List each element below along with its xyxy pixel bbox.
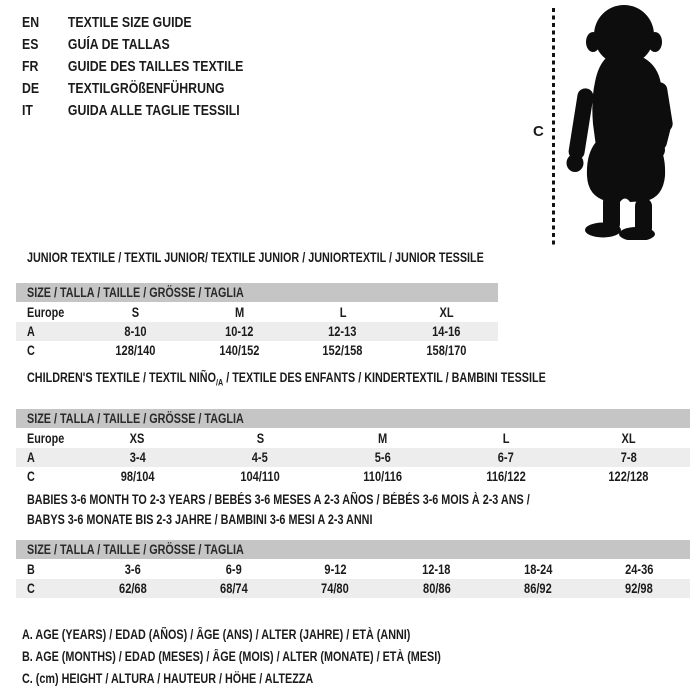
- table-row: [16, 579, 690, 598]
- size-cell: 3-4: [129, 449, 146, 465]
- size-header-band: SIZE / TALLA / TAILLE / GRÖSSE / TAGLIA: [16, 540, 690, 559]
- babies-textile-section: [16, 490, 690, 598]
- language-label: GUÍA DE TALLAS: [67, 36, 170, 53]
- language-row: [22, 100, 243, 122]
- size-cell: 98/104: [120, 468, 155, 484]
- language-label: GUIDE DES TAILLES TEXTILE: [67, 58, 244, 75]
- size-cell: 110/116: [363, 468, 403, 484]
- language-code: IT: [22, 102, 33, 119]
- table-row: [16, 560, 690, 579]
- table-row: [16, 341, 498, 360]
- language-code: FR: [22, 58, 39, 75]
- size-cell: 9-12: [324, 562, 347, 577]
- table-row: [16, 322, 498, 341]
- size-cell: 68/74: [220, 581, 248, 596]
- height-measure-label: C: [533, 123, 544, 140]
- language-row: [22, 56, 243, 78]
- table-title: BABIES 3-6 MONTH TO 2-3 YEARS / BEBÉS 3-6 MESES A 2-3 AÑOS / BÉBÉS 3-6 MOIS À 2-3 ANS / BABYS 3-6 MONATE BIS 2-3 JAHRE / BAMBINI 3-6 MESI A 2-3 ANNI: [27, 492, 530, 527]
- row-label: C: [27, 468, 35, 484]
- size-cell: 104/110: [240, 468, 280, 484]
- size-cell: 12-18: [422, 562, 451, 577]
- size-cell: 122/128: [608, 468, 649, 484]
- size-cell: S: [256, 430, 264, 446]
- size-cell: M: [378, 430, 388, 446]
- size-cell: XL: [439, 305, 454, 320]
- size-cell: 80/86: [422, 581, 451, 596]
- size-cell: 62/68: [118, 581, 147, 596]
- size-cell: 3-6: [124, 562, 141, 577]
- size-cell: L: [339, 305, 347, 320]
- row-label: A: [27, 324, 35, 339]
- footnote-line: A. AGE (YEARS) / EDAD (AÑOS) / ÂGE (ANS) / ALTER (JAHRE) / ETÀ (ANNI): [22, 627, 411, 642]
- table-row: [16, 448, 690, 467]
- language-label: GUIDA ALLE TAGLIE TESSILI: [67, 102, 240, 119]
- language-list: [22, 12, 292, 122]
- table-title: JUNIOR TEXTILE / TEXTIL JUNIOR/ TEXTILE JUNIOR / JUNIORTEXTIL / JUNIOR TESSILE: [27, 250, 484, 265]
- row-label: C: [27, 581, 35, 596]
- size-cell: XS: [130, 430, 145, 446]
- row-label: A: [27, 449, 35, 465]
- table-title: CHILDREN'S TEXTILE / TEXTIL $NIÑO_{/A}$ / TEXTILE DES ENFANTS / KINDERTEXTIL / BAMBINI TESSILE: [27, 370, 546, 388]
- size-cell: 6-9: [225, 562, 242, 577]
- row-label: B: [27, 562, 35, 577]
- language-code: DE: [22, 80, 40, 97]
- row-label: Europe: [27, 430, 65, 446]
- table-row: [16, 467, 690, 486]
- size-cell: 10-12: [225, 324, 254, 339]
- table-row: [16, 429, 690, 448]
- size-cell: 140/152: [219, 343, 260, 358]
- size-cell: 6-7: [497, 449, 514, 465]
- size-cell: 4-5: [252, 449, 269, 465]
- size-cell: 158/170: [426, 343, 467, 358]
- size-cell: XL: [621, 430, 636, 446]
- size-cell: 14-16: [432, 324, 461, 339]
- size-header-band: SIZE / TALLA / TAILLE / GRÖSSE / TAGLIA: [16, 409, 690, 428]
- size-cell: 18-24: [523, 562, 553, 577]
- size-cell: S: [132, 305, 140, 320]
- size-cell: M: [234, 305, 244, 320]
- language-row: [22, 78, 243, 100]
- size-cell: 74/80: [321, 581, 350, 596]
- row-label: Europe: [27, 305, 65, 320]
- size-cell: 5-6: [374, 449, 391, 465]
- junior-textile-section: [16, 250, 498, 360]
- size-cell: 7-8: [620, 449, 637, 465]
- size-cell: 116/122: [486, 468, 526, 484]
- size-cell: 86/92: [524, 581, 552, 596]
- language-row: [22, 12, 243, 34]
- size-cell: 12-13: [328, 324, 357, 339]
- footnote-line: C. (cm) HEIGHT / ALTURA / HAUTEUR / HÖHE / ALTEZZA: [22, 671, 314, 686]
- measure-dotted-line: [552, 8, 555, 248]
- language-label: TEXTILGRÖßENFÜHRUNG: [67, 80, 225, 97]
- footnotes: [22, 624, 545, 690]
- size-cell: 24-36: [625, 562, 654, 577]
- footnote-line: B. AGE (MONTHS) / EDAD (MESES) / ÂGE (MOIS) / ALTER (MONATE) / ETÀ (MESI): [22, 649, 441, 664]
- table-row: [16, 303, 498, 322]
- size-header-band: SIZE / TALLA / TAILLE / GRÖSSE / TAGLIA: [16, 283, 498, 302]
- size-cell: 92/98: [625, 581, 654, 596]
- size-cell: 152/158: [322, 343, 363, 358]
- language-label: TEXTILE SIZE GUIDE: [67, 14, 192, 31]
- size-cell: 128/140: [115, 343, 156, 358]
- language-row: [22, 34, 243, 56]
- childrens-textile-section: [16, 370, 690, 486]
- size-cell: 8-10: [124, 324, 147, 339]
- row-label: C: [27, 343, 35, 358]
- size-cell: L: [502, 430, 510, 446]
- language-code: EN: [22, 14, 40, 31]
- language-code: ES: [22, 36, 39, 53]
- baby-silhouette-icon: [560, 4, 692, 240]
